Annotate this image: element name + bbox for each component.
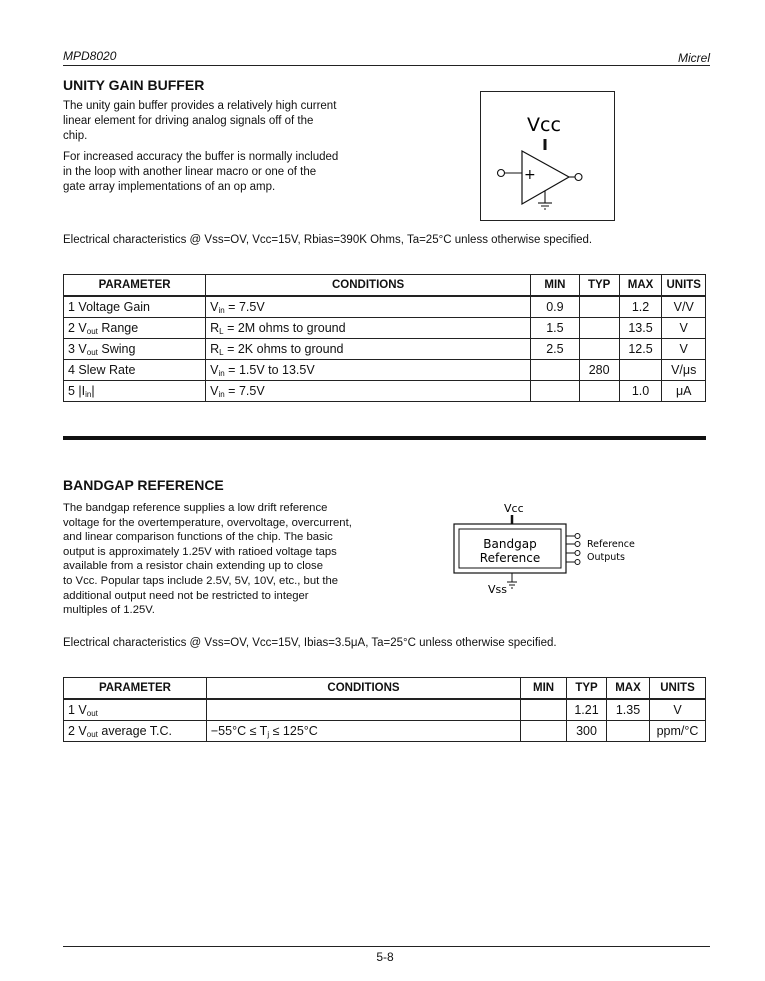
ugb-para2-line: For increased accuracy the buffer is normally included xyxy=(63,151,339,163)
section-divider xyxy=(63,436,706,440)
col-header-typ: TYP xyxy=(567,678,607,700)
max-cell xyxy=(607,721,650,742)
table-row xyxy=(64,360,706,381)
min-cell xyxy=(531,360,580,381)
table-header-row xyxy=(64,275,706,297)
units-cell: V/V xyxy=(662,296,706,318)
units-cell: V xyxy=(662,339,706,360)
bandgap-vss-label: Vss xyxy=(488,583,507,596)
table-row xyxy=(64,381,706,402)
bandgap-block-label-1: Bandgap xyxy=(483,537,537,551)
bgr-para-line: available from a resistor chain extending up to close xyxy=(63,560,323,573)
ugb-para1-line: The unity gain buffer provides a relatively high current xyxy=(63,100,337,112)
col-header-conditions: CONDITIONS xyxy=(206,275,531,297)
max-cell: 1.0 xyxy=(619,381,662,402)
param-cell: 3 $V_{out}$ Swing xyxy=(64,339,206,360)
col-header-max: MAX xyxy=(607,678,650,700)
max-cell xyxy=(619,360,662,381)
param-cell: 4 Slew Rate xyxy=(64,360,206,381)
bgr-spec-table xyxy=(63,677,706,742)
units-cell: V/μs xyxy=(662,360,706,381)
bgr-para-line: to Vcc. Popular taps include 2.5V, 5V, 10V, etc., but the xyxy=(63,574,339,587)
output-tap-terminal xyxy=(575,551,580,556)
bgr-conditions: Electrical characteristics @ Vss=OV, Vcc=15V, Ibias=3.5μA, Ta=25°C unless otherwise specified. xyxy=(63,637,557,649)
table-row xyxy=(64,721,706,742)
output-tap-terminal xyxy=(575,534,580,539)
ugb-para2-line: in the loop with another linear macro or one of the xyxy=(63,166,317,178)
bandgap-block-label-2: Reference xyxy=(479,551,541,565)
conditions-cell xyxy=(206,699,520,721)
bgr-para-line: and linear comparison functions of the chip. The basic xyxy=(63,531,333,544)
buffer-vcc-label: Vcc xyxy=(527,114,561,136)
max-cell: 1.2 xyxy=(619,296,662,318)
ugb-spec-table xyxy=(63,274,706,402)
units-cell: V xyxy=(649,699,705,721)
bgr-para-line: voltage for the overtemperature, overvoltage, overcurrent, xyxy=(63,516,352,529)
units-cell: V xyxy=(662,318,706,339)
col-header-units: UNITS xyxy=(649,678,705,700)
max-cell: 13.5 xyxy=(619,318,662,339)
col-header-units: UNITS xyxy=(662,275,706,297)
typ-cell: 280 xyxy=(579,360,619,381)
param-cell: 1 Voltage Gain xyxy=(64,296,206,318)
ugb-para2-line: gate array implementations of an op amp. xyxy=(63,181,276,193)
col-header-parameter: PARAMETER xyxy=(64,275,206,297)
output-tap-terminal xyxy=(575,560,580,565)
table-row xyxy=(64,296,706,318)
typ-cell xyxy=(579,318,619,339)
typ-cell: 1.21 xyxy=(567,699,607,721)
table-row xyxy=(64,339,706,360)
company-name: Micrel xyxy=(678,51,710,65)
conditions-cell: $V_{in} = 7.5V$ xyxy=(206,296,531,318)
min-cell: 2.5 xyxy=(531,339,580,360)
buffer-output-terminal xyxy=(575,174,582,181)
typ-cell: 300 xyxy=(567,721,607,742)
buffer-symbol-svg xyxy=(481,92,614,220)
param-cell: 2 $V_{out}$ average T.C. xyxy=(64,721,207,742)
buffer-plus-label: + xyxy=(524,167,536,183)
table-row xyxy=(64,699,706,721)
bgr-para-line: The bandgap reference supplies a low drift reference xyxy=(63,502,328,514)
table-header-row xyxy=(64,678,706,700)
page-number: 5-8 xyxy=(376,950,394,964)
conditions-cell: $-55^\circ C \le T_j \le 125^\circ C$ xyxy=(206,721,520,742)
bandgap-output-label-2: Outputs xyxy=(587,552,625,563)
bgr-para-line: output is approximately 1.25V with ratioed voltage taps xyxy=(63,545,337,558)
ugb-description xyxy=(63,99,383,201)
col-header-conditions: CONDITIONS xyxy=(206,678,520,700)
min-cell xyxy=(531,381,580,402)
table-row xyxy=(64,318,706,339)
buffer-symbol-figure xyxy=(480,91,615,221)
bandgap-figure xyxy=(440,496,650,601)
conditions-cell: $V_{in} = 1.5V$ to 13.5V xyxy=(206,360,531,381)
footer-rule xyxy=(63,946,710,947)
min-cell: 0.9 xyxy=(531,296,580,318)
bandgap-vcc-label: Vcc xyxy=(504,502,524,515)
bgr-title: BANDGAP REFERENCE xyxy=(63,477,224,493)
max-cell: 1.35 xyxy=(607,699,650,721)
typ-cell xyxy=(579,339,619,360)
param-cell: 2 $V_{out}$ Range xyxy=(64,318,206,339)
output-tap-terminal xyxy=(575,542,580,547)
col-header-min: MIN xyxy=(521,678,567,700)
ugb-conditions: Electrical characteristics @ Vss=OV, Vcc=15V, Rbias=390K Ohms, Ta=25°C unless otherwise specified. xyxy=(63,234,593,246)
header-rule xyxy=(63,65,710,66)
typ-cell xyxy=(579,381,619,402)
bgr-para-line: additional output need not be restricted to integer xyxy=(63,589,309,602)
ugb-para1-line: chip. xyxy=(63,130,88,142)
ugb-title: UNITY GAIN BUFFER xyxy=(63,77,205,93)
min-cell xyxy=(521,699,567,721)
units-cell: μA xyxy=(662,381,706,402)
param-cell: 5 $|I_{in}|$ xyxy=(64,381,206,402)
param-cell: 1 $V_{out}$ xyxy=(64,699,207,721)
bgr-description xyxy=(63,501,393,618)
col-header-typ: TYP xyxy=(579,275,619,297)
min-cell xyxy=(521,721,567,742)
buffer-input-terminal xyxy=(498,170,505,177)
units-cell: ppm/°C xyxy=(649,721,705,742)
col-header-parameter: PARAMETER xyxy=(64,678,207,700)
ugb-para1-line: linear element for driving analog signals off of the xyxy=(63,115,314,127)
typ-cell xyxy=(579,296,619,318)
min-cell: 1.5 xyxy=(531,318,580,339)
col-header-min: MIN xyxy=(531,275,580,297)
conditions-cell: $V_{in} = 7.5V$ xyxy=(206,381,531,402)
bandgap-output-label-1: Reference xyxy=(587,539,635,550)
max-cell: 12.5 xyxy=(619,339,662,360)
doc-part-number: MPD8020 xyxy=(63,49,117,63)
conditions-cell: $R_L = 2K$ ohms to ground xyxy=(206,339,531,360)
conditions-cell: $R_L = 2M$ ohms to ground xyxy=(206,318,531,339)
col-header-max: MAX xyxy=(619,275,662,297)
bgr-para-line: multiples of 1.25V. xyxy=(63,604,155,617)
